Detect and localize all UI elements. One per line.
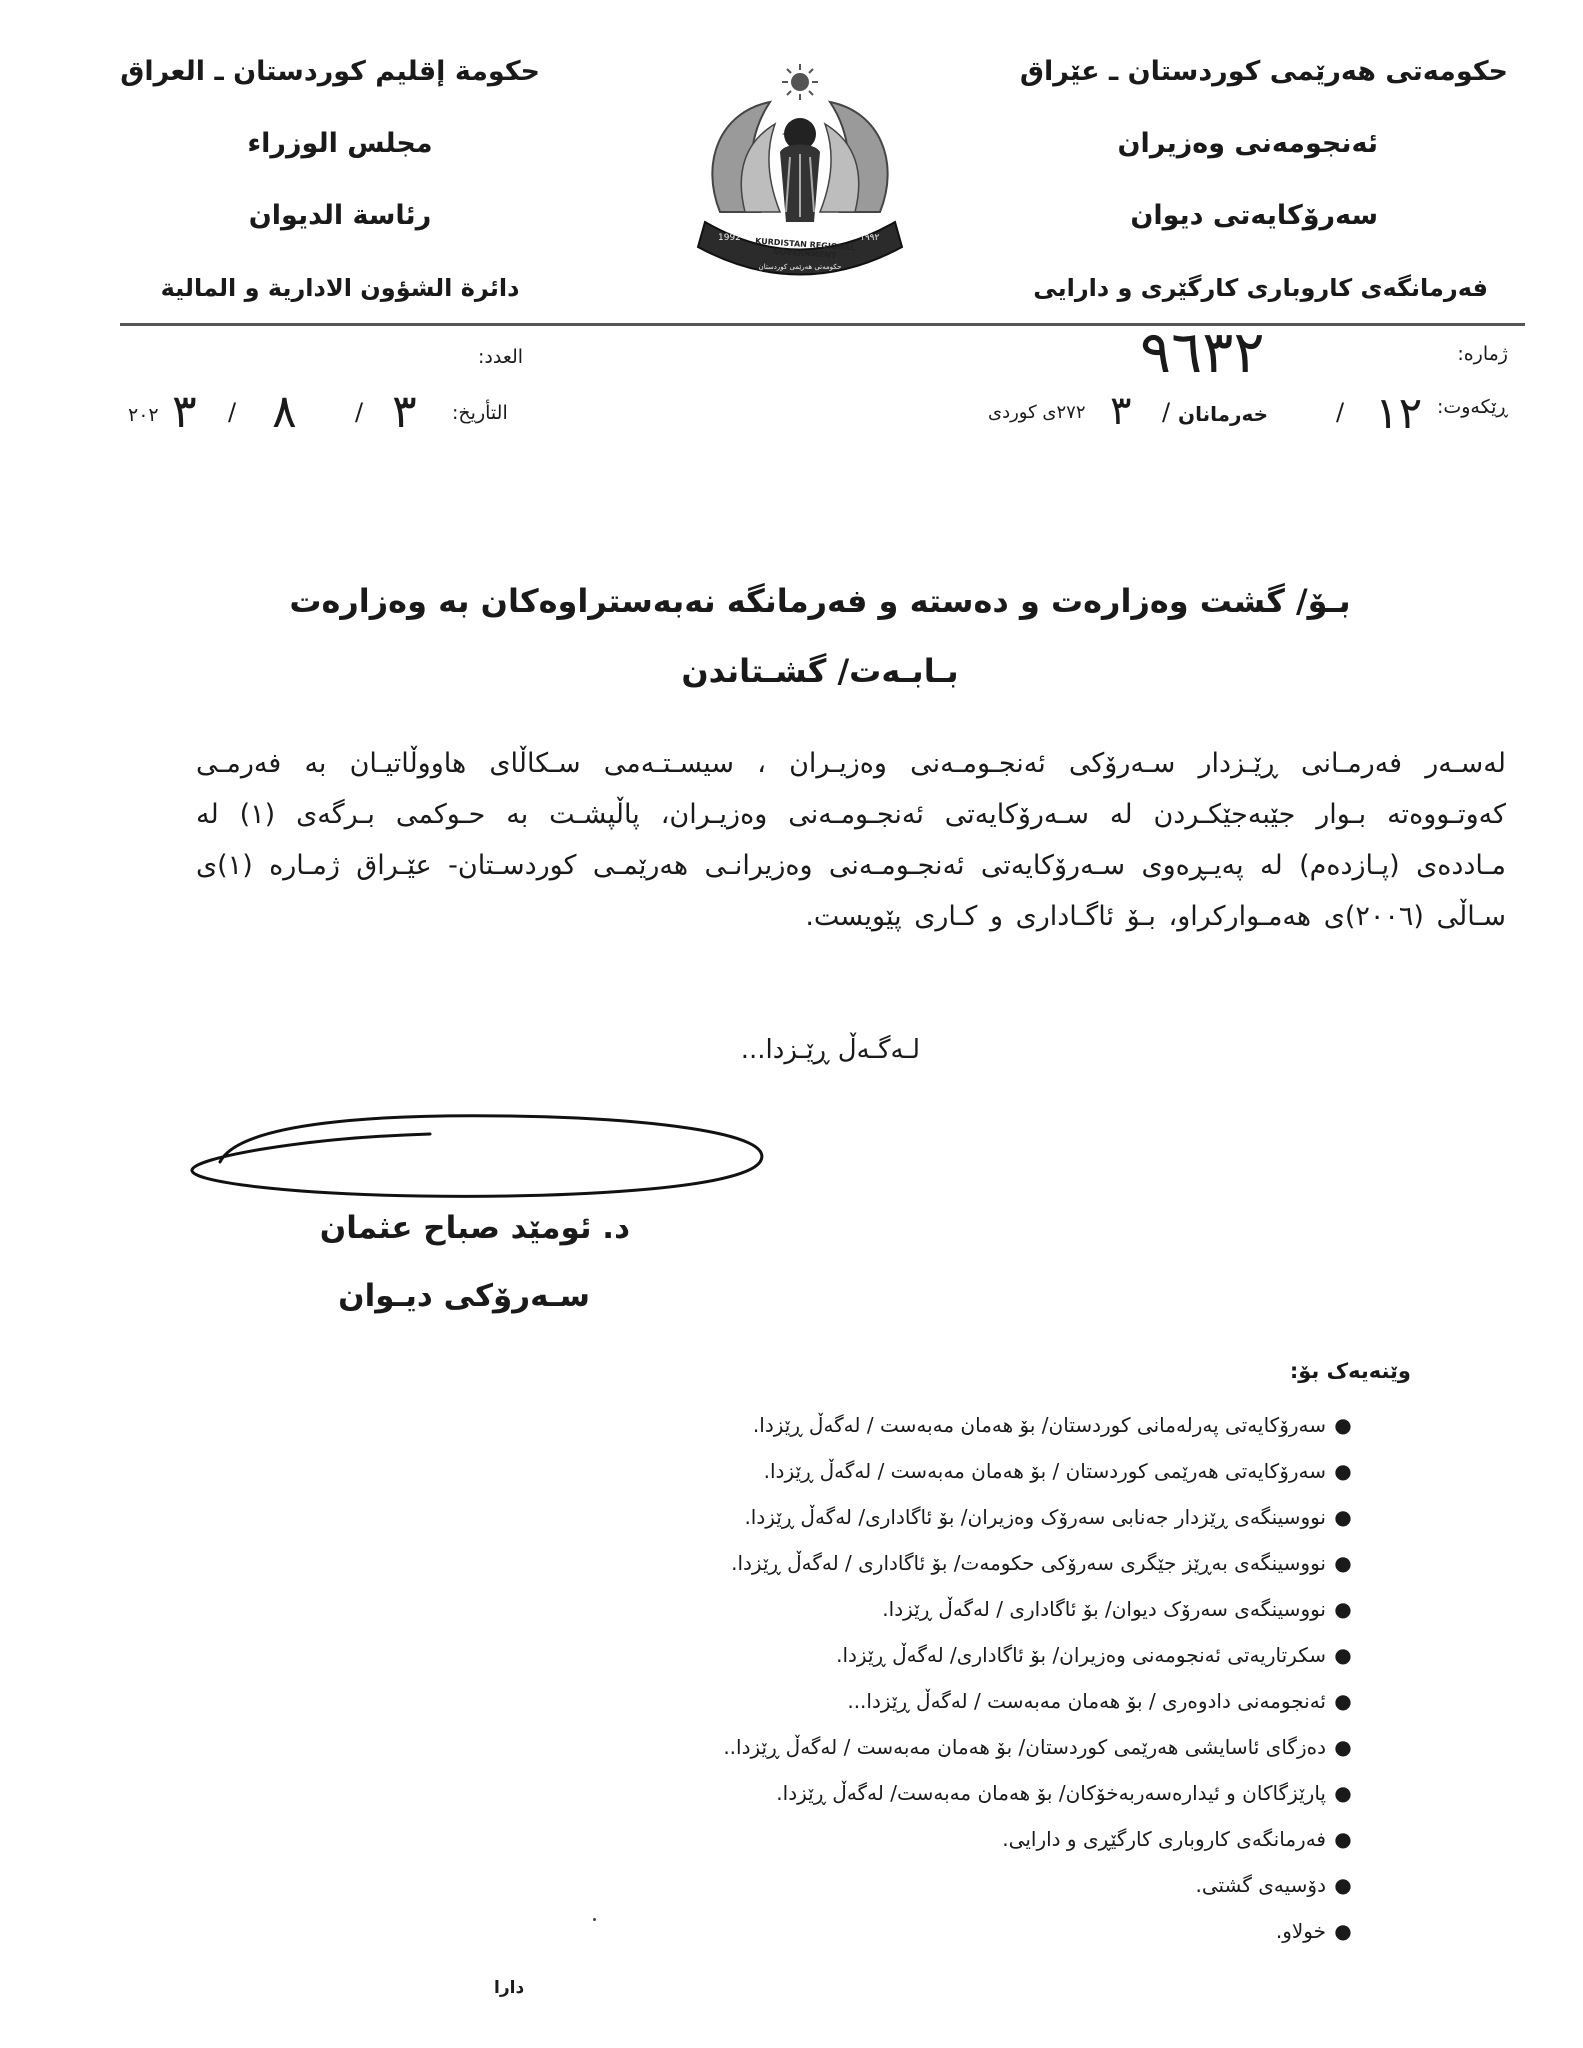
kurdish-header-line: حکومەتی هەرێمی کوردستان ـ عێراق [1019, 56, 1508, 87]
emblem-caption: KURDISTAN REGIONAL GOVERNMENT [754, 236, 856, 261]
list-item: ●ئەنجومەنی دادوەری / بۆ هەمان مەبەست / لەگەڵ ڕێزدا... [320, 1678, 1360, 1724]
kurdish-date-year-hand: ٣ [1110, 388, 1132, 434]
date-slash: / [1336, 398, 1345, 426]
list-item: ●نووسینگەی ڕێزدار جەنابی سەرۆک وەزیران/ بۆ ئاگاداری/ لەگەڵ ڕێزدا. [320, 1494, 1360, 1540]
bullet-icon: ● [1334, 1919, 1352, 1943]
bullet-icon: ● [1334, 1551, 1352, 1575]
signatory-name: د. ئومێد صباح عثمان [319, 1210, 630, 1246]
arabic-date-month: ٨ [272, 384, 297, 438]
kurdish-date-month: خەرمانان [1178, 402, 1269, 426]
list-item: ●دەزگای ئاسایشی هەرێمی کوردستان/ بۆ هەمان مەبەست / لەگەڵ ڕێزدا.. [320, 1724, 1360, 1770]
bullet-icon: ● [1334, 1597, 1352, 1621]
arabic-header-line: مجلس الوزراء [247, 128, 433, 159]
list-item: ●خولاو. [320, 1908, 1360, 1954]
arabic-date-year-hand: ٣ [172, 384, 197, 438]
reference-number-handwritten: ٩٦٣٢ [1140, 318, 1265, 386]
bullet-icon: ● [1334, 1505, 1352, 1529]
bullet-icon: ● [1334, 1735, 1352, 1759]
arabic-header-line: دائرة الشؤون الادارية و المالية [160, 274, 520, 302]
bullet-icon: ● [1334, 1643, 1352, 1667]
number-label: ژمارە: [1457, 343, 1508, 365]
scan-speck [593, 1918, 596, 1921]
list-item: ●سکرتاریەتی ئەنجومەنی وەزیران/ بۆ ئاگاداری/ لەگەڵ ڕێزدا. [320, 1632, 1360, 1678]
closing-regards: لـەگـەڵ ڕێـزدا... [740, 1035, 920, 1065]
arabic-date-year-prefix: ٢٠٢ [128, 404, 159, 426]
addressee-line: بـۆ/ گشت وەزارەت و دەستە و فەرمانگە نەبەستراوەکان بە وەزارەت [289, 582, 1351, 620]
cc-list [320, 1402, 1360, 1954]
kurdish-header-line: فەرمانگەی کاروباری کارگێری و دارایی [1033, 274, 1488, 302]
eagle-icon [780, 118, 820, 222]
list-item: ●دۆسیەی گشتی. [320, 1862, 1360, 1908]
bullet-icon: ● [1334, 1781, 1352, 1805]
arabic-date-label: التأريخ: [452, 402, 508, 424]
svg-text:١٩٩٢: ١٩٩٢ [860, 233, 880, 243]
signatory-title: سـەرۆکی دیـوان [338, 1278, 590, 1314]
header-divider [120, 323, 1525, 326]
bullet-icon: ● [1334, 1459, 1352, 1483]
arabic-letterhead [120, 52, 540, 340]
cc-heading: وێنەیەک بۆ: [1289, 1359, 1411, 1383]
bullet-icon: ● [1334, 1827, 1352, 1851]
signature-scribble-icon [180, 1092, 800, 1212]
arabic-number-label: العدد: [478, 346, 524, 368]
kurdish-header-line: ئەنجومەنی وەزیران [1117, 128, 1378, 159]
list-item: ●پارێزگاکان و ئیدارەسەربەخۆکان/ بۆ هەمان مەبەست/ لەگەڵ ڕێزدا. [320, 1770, 1360, 1816]
svg-text:1992: 1992 [718, 233, 741, 243]
bullet-icon: ● [1334, 1873, 1352, 1897]
date-slash: / [355, 398, 364, 426]
svg-text:حکومەتی هەرێمی کوردستان: حکومەتی هەرێمی کوردستان [758, 263, 842, 271]
date-slash: / [228, 398, 237, 426]
kurdish-date-day: ١٢ [1375, 388, 1423, 439]
bullet-icon: ● [1334, 1413, 1352, 1437]
list-item: ●نووسینگەی سەرۆک دیوان/ بۆ ئاگاداری / لەگەڵ ڕێزدا. [320, 1586, 1360, 1632]
arabic-header-line: حكومة إقليم كوردستان ـ العراق [120, 56, 540, 87]
sun-icon [782, 64, 818, 100]
kurdish-date-year-suffix: ٢٧٢ی کوردی [988, 402, 1086, 423]
reference-number-row [1457, 343, 1508, 365]
body-paragraph: لەسـەر فەرمـانی ڕێـزدار سـەرۆکی ئەنجـومـەنی وەزیـران ، سیسـتـەمی سـکاڵای هاووڵاتیـان بە فەرمـی کەوتـووەتە بـوار جێبەجێکـردن لە سـەرۆکایەتی ئەنجـومـەنی وەزیـران، پاڵپشـت بە حـوکمی بـرگەی (١) لە مـاددەی (پـازدەم) لە پەیـڕەوی سـەرۆکایەتی ئەنجـومـەنی وەزیرانـی هەرێمـی کوردسـتان- عێـراق ژمـارە (١)ی سـاڵی (٢٠٠٦)ی هەمـوارکراو، بـۆ ئاگـاداری و کـاری پێویست. [196, 748, 1506, 932]
list-item: ●نووسینگەی بەڕێز جێگری سەرۆکی حکومەت/ بۆ ئاگاداری / لەگەڵ ڕێزدا. [320, 1540, 1360, 1586]
kurdish-date-label: ڕێکەوت: [1436, 396, 1508, 418]
kurdish-letterhead [948, 52, 1508, 340]
arabic-date-day: ٣ [392, 384, 417, 438]
typist-initials: دارا [494, 1978, 525, 1998]
list-item: ●سەرۆکایەتی هەرێمی کوردستان / بۆ هەمان مەبەست / لەگەڵ ڕێزدا. [320, 1448, 1360, 1494]
kurdish-header-line: سەرۆکایەتی دیوان [1130, 200, 1378, 231]
bullet-icon: ● [1334, 1689, 1352, 1713]
list-item: ●سەرۆکایەتی پەرلەمانی کوردستان/ بۆ هەمان مەبەست / لەگەڵ ڕێزدا. [320, 1402, 1360, 1448]
list-item: ●فەرمانگەی کاروباری کارگێڕی و دارایی. [320, 1816, 1360, 1862]
subject-line: بـابـەت/ گشـتاندن [681, 652, 959, 690]
date-slash: / [1162, 398, 1171, 426]
arabic-header-line: رئاسة الديوان [248, 200, 432, 231]
